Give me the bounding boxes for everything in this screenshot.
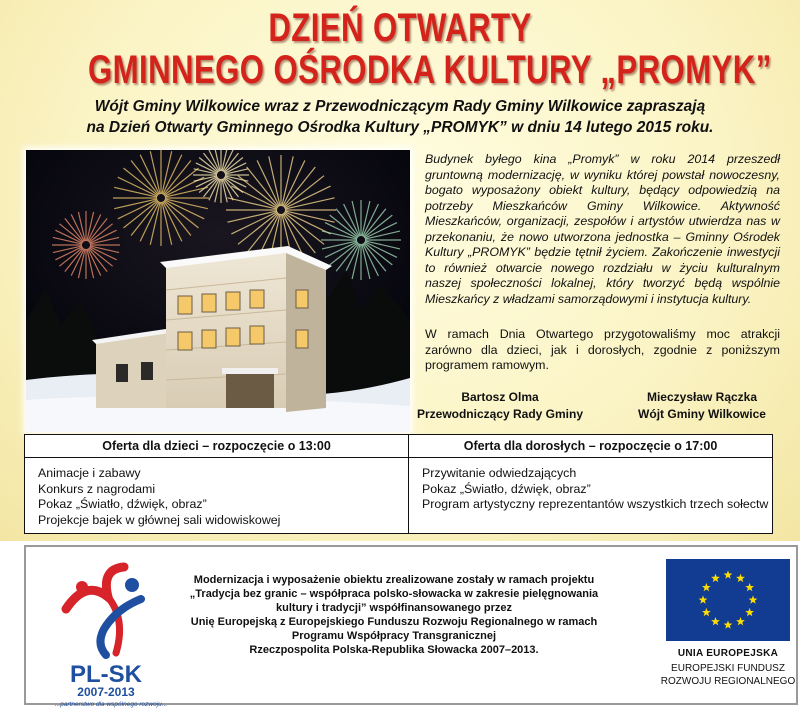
eu-flag-icon xyxy=(666,559,790,641)
description-paragraph: Budynek byłego kina „Promyk” w roku 2014 przeszedł gruntowną modernizację, w wyniku której powstał nowoczesny, bogato wyposażony obiekt kultury, będący odpowiedzią na potrzeby Mieszkańców Gminy Wilkowice. Aktywność Mieszkańców, organizacji, zespołów i artystów utwierdza nas w przekonaniu, że nowo utworzona jednostka – Gminny Ośrodek Kultury „PROMYK” będzie tętnił życiem. Zakończenie inwestycji to również otwarcie nowego rozdziału w życiu kulturalnym naszej społeczności lokalnej, który tworzyć będą wspólnie Mieszkańcy z władzami samorządowymi i instytucja kultury. xyxy=(425,152,780,306)
eu-fund-line: EUROPEJSKI FUNDUSZ xyxy=(671,663,785,674)
building-fireworks-image xyxy=(26,150,410,432)
adults-offer-header: Oferta dla dorosłych – rozpoczęcie o 17:00 xyxy=(409,435,772,458)
intro-line-2: na Dzień Otwarty Gminnego Ośrodka Kultury „PROMYK” w dniu 14 lutego 2015 roku. xyxy=(86,119,714,136)
project-line: kultury i tradycji” współfinansowanego przez xyxy=(276,602,512,614)
project-line: Programu Współpracy Transgranicznej xyxy=(291,630,497,642)
plsk-name: PL-SK xyxy=(70,661,142,688)
list-item: Projekcje bajek w głównej sali widowiskowej xyxy=(38,512,281,527)
project-line: Modernizacja i wyposażenie obiektu zrealizowane zostały w ramach projektu xyxy=(193,574,595,586)
adults-offer-column xyxy=(409,435,772,533)
eu-name: UNIA EUROPEJSKA xyxy=(677,648,779,659)
signature-name: Bartosz Olma xyxy=(461,390,539,404)
project-description xyxy=(174,573,614,657)
signature-role: Przewodniczący Rady Gminy xyxy=(416,407,584,421)
plsk-slogan: ...partnerstwo dla wspólnego rozwoju... xyxy=(54,701,168,708)
list-item: Przywitanie odwiedzających xyxy=(422,466,577,480)
signature-name: Mieczysław Rączka xyxy=(646,390,758,404)
project-line: Unię Europejską z Europejskiego Funduszu Rozwoju Regionalnego w ramach xyxy=(190,616,598,628)
title-line-2: GMINNEGO OŚRODKA KULTURY „PROMYK” xyxy=(88,48,772,92)
adults-offer-list xyxy=(422,466,772,513)
eu-fund-line: ROZWOJU REGIONALNEGO xyxy=(660,676,796,687)
list-item: Pokaz „Światło, dźwięk, obraz” xyxy=(38,497,207,511)
project-line: „Tradycja bez granic – współpraca polsko-słowacka w zakresie pielęgnowania xyxy=(189,588,599,600)
signature-council-chair xyxy=(405,389,595,423)
list-item: Animacje i zabawy xyxy=(38,466,141,480)
program-table xyxy=(24,434,773,534)
program-paragraph: W ramach Dnia Otwartego przygotowaliśmy moc atrakcji zarówno dla dzieci, jak i dorosłych, zgodnie z poniższym programem ramowym. xyxy=(425,327,780,372)
intro-line-1: Wójt Gminy Wilkowice wraz z Przewodniczącym Rady Gminy Wilkowice zapraszają xyxy=(94,98,706,115)
list-item: Program artystyczny reprezentantów wszystkich trzech sołectw xyxy=(422,497,769,511)
signature-mayor xyxy=(607,389,797,423)
list-item: Konkurs z nagrodami xyxy=(38,481,156,496)
list-item: Pokaz „Światło, dźwięk, obraz” xyxy=(422,481,591,496)
children-offer-column xyxy=(25,435,409,533)
project-line: Rzeczpospolita Polska-Republika Słowacka 2007–2013. xyxy=(249,644,539,656)
children-offer-header: Oferta dla dzieci – rozpoczęcie o 13:00 xyxy=(25,435,408,458)
funding-footer xyxy=(24,545,798,708)
signature-role: Wójt Gminy Wilkowice xyxy=(638,407,766,421)
plsk-logo xyxy=(46,559,168,708)
eu-logo xyxy=(660,559,796,699)
plsk-years: 2007-2013 xyxy=(77,685,135,699)
building-photo xyxy=(26,150,410,432)
plsk-figure-icon xyxy=(46,559,166,659)
children-offer-list xyxy=(38,466,408,528)
eu-fund xyxy=(660,662,796,688)
title-line-1: DZIEŃ OTWARTY xyxy=(268,6,532,50)
